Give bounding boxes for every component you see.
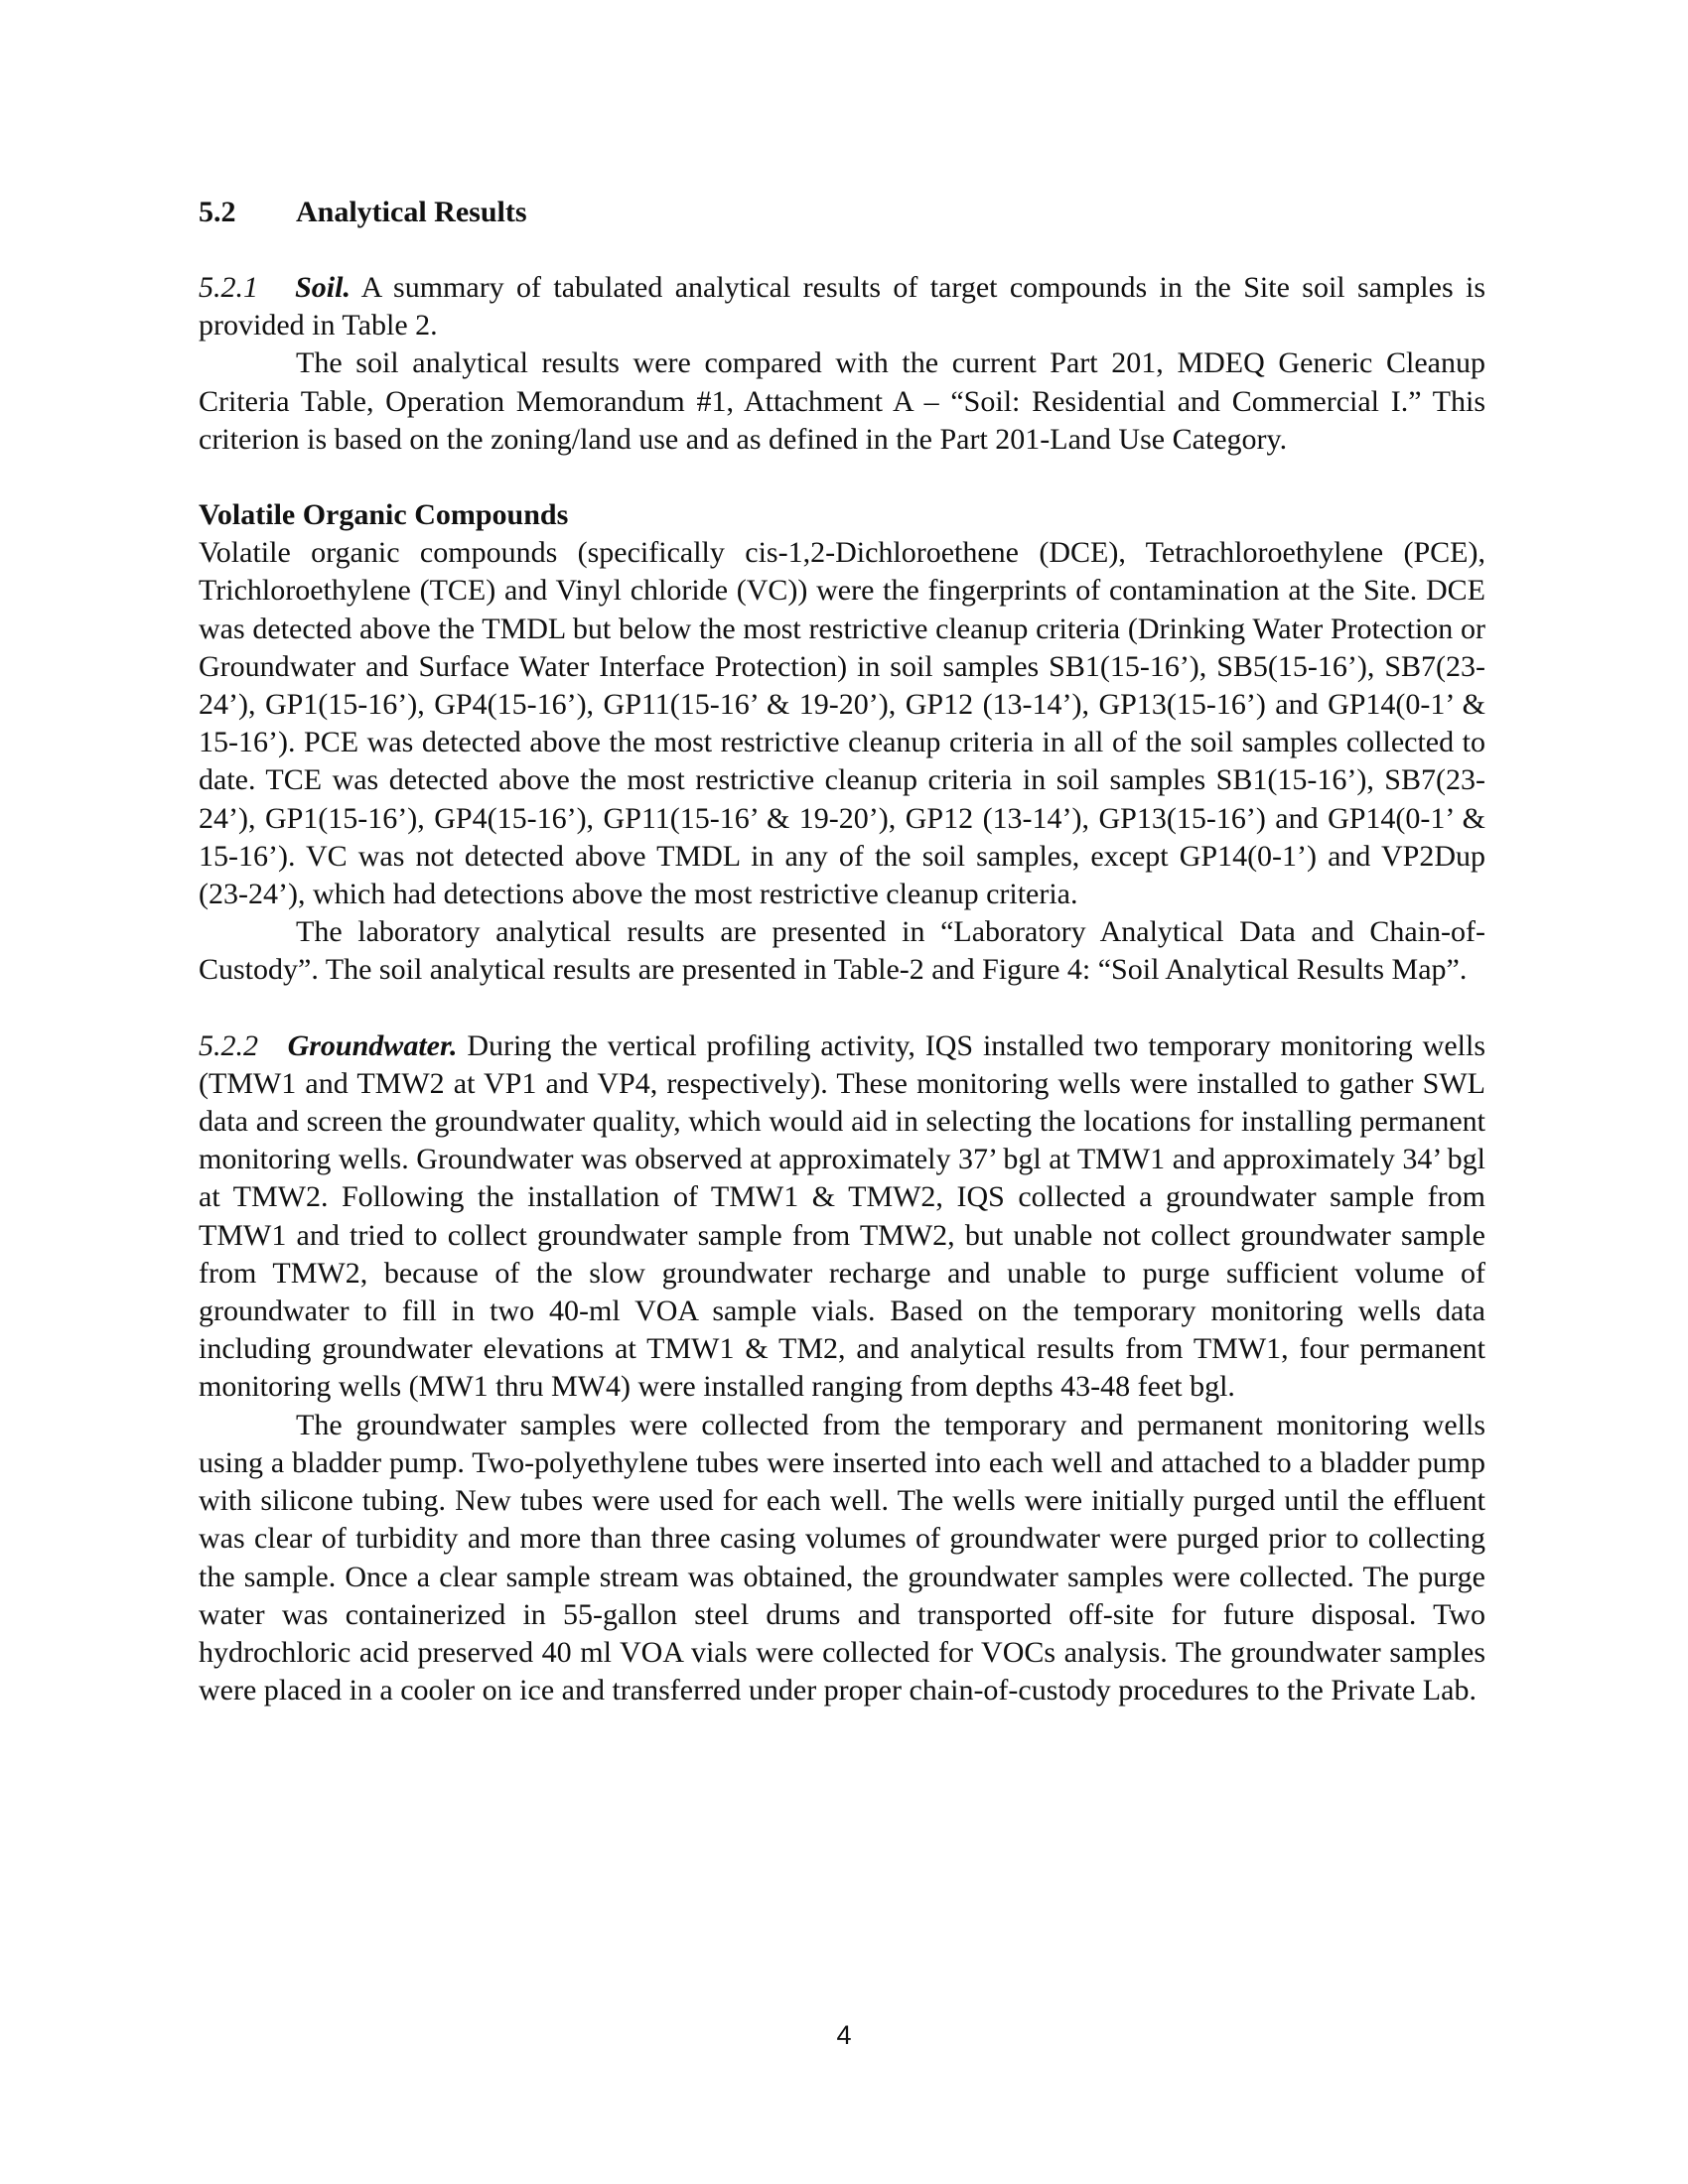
groundwater-paragraph	[199, 1027, 1485, 1407]
soil-intro-text: A summary of tabulated analytical results of target compounds in the Site soil samples is provided in Table 2.	[199, 271, 1485, 342]
section-heading	[199, 194, 1485, 231]
groundwater-intro-text: During the vertical profiling activity, IQS installed two temporary monitoring wells (TMW1 and TMW2 at VP1 and VP4, respectively). These monitoring wells were installed to gather SWL data and screen the groundwater quality, which would aid in selecting the locations for installing permanent monitoring wells. Groundwater was observed at approximately 37’ bgl at TMW1 and approximately 34’ bgl at TMW2. Following the installation of TMW1 & TMW2, IQS collected a groundwater sample from TMW1 and tried to collect groundwater sample from TMW2, but unable not collect groundwater sample from TMW2, because of the slow groundwater recharge and unable to purge sufficient volume of groundwater to fill in two 40-ml VOA sample vials. Based on the temporary monitoring wells data including groundwater elevations at TMW1 & TM2, and analytical results from TMW1, four permanent monitoring wells (MW1 thru MW4) were installed ranging from depths 43-48 feet bgl.	[199, 1028, 1485, 1404]
groundwater-sampling-paragraph: The groundwater samples were collected from the temporary and permanent monitoring wells using a bladder pump. Two-polyethylene tubes were inserted into each well and attached to a bladder pump with silicone tubing. New tubes were used for each well. The wells were initially purged until the effluent was clear of turbidity and more than three casing volumes of groundwater were purged prior to collecting the sample. Once a clear sample stream was obtained, the groundwater samples were collected. The purge water was containerized in 55-gallon steel drums and transported off-site for future disposal. Two hydrochloric acid preserved 40 ml VOA vials were collected for VOCs analysis. The groundwater samples were placed in a cooler on ice and transferred under proper chain-of-custody procedures to the Private Lab.	[199, 1408, 1485, 1707]
soil-subsection-number: 5.2.1	[199, 271, 258, 304]
voc-paragraph: Volatile organic compounds (specifically cis-1,2-Dichloroethene (DCE), Tetrachloroethylene (PCE), Trichloroethylene (TCE) and Vinyl chloride (VC)) were the fingerprints of contamination at the Site. DCE was detected above the TMDL but below the most restrictive cleanup criteria (Drinking Water Protection or Groundwater and Surface Water Interface Protection) in soil samples SB1(15-16’), SB5(15-16’), SB7(23-24’), GP1(15-16’), GP4(15-16’), GP11(15-16’ & 19-20’), GP12 (13-14’), GP13(15-16’) and GP14(0-1’ & 15-16’). PCE was detected above the most restrictive cleanup criteria in all of the soil samples collected to date. TCE was detected above the most restrictive cleanup criteria in soil samples SB1(15-16’), SB7(23-24’), GP1(15-16’), GP4(15-16’), GP11(15-16’ & 19-20’), GP12 (13-14’), GP13(15-16’) and GP14(0-1’ & 15-16’). VC was not detected above TMDL in any of the soil samples, except GP14(0-1’) and VP2Dup (23-24’), which had detections above the most restrictive cleanup criteria.	[199, 536, 1485, 911]
groundwater-subsection-number: 5.2.2	[199, 1028, 258, 1062]
groundwater-subsection-title: Groundwater.	[287, 1028, 458, 1062]
soil-intro-paragraph	[199, 269, 1485, 344]
section-title: Analytical Results	[296, 196, 527, 228]
soil-subsection-title: Soil.	[295, 271, 351, 304]
soil-criteria-paragraph: The soil analytical results were compared with the current Part 201, MDEQ Generic Cleanup Criteria Table, Operation Memorandum #1, Attachment A – “Soil: Residential and Commercial I.” This criterion is based on the zoning/land use and as defined in the Part 201-Land Use Category.	[199, 346, 1485, 456]
page-number: 4	[836, 2020, 852, 2050]
voc-lab-results-paragraph: The laboratory analytical results are presented in “Laboratory Analytical Data and Chain-of-Custody”. The soil analytical results are presented in Table-2 and Figure 4: “Soil Analytical Results Map”.	[199, 915, 1485, 987]
section-number: 5.2	[199, 196, 236, 228]
voc-heading: Volatile Organic Compounds	[199, 498, 569, 532]
document-body	[199, 194, 1485, 1709]
